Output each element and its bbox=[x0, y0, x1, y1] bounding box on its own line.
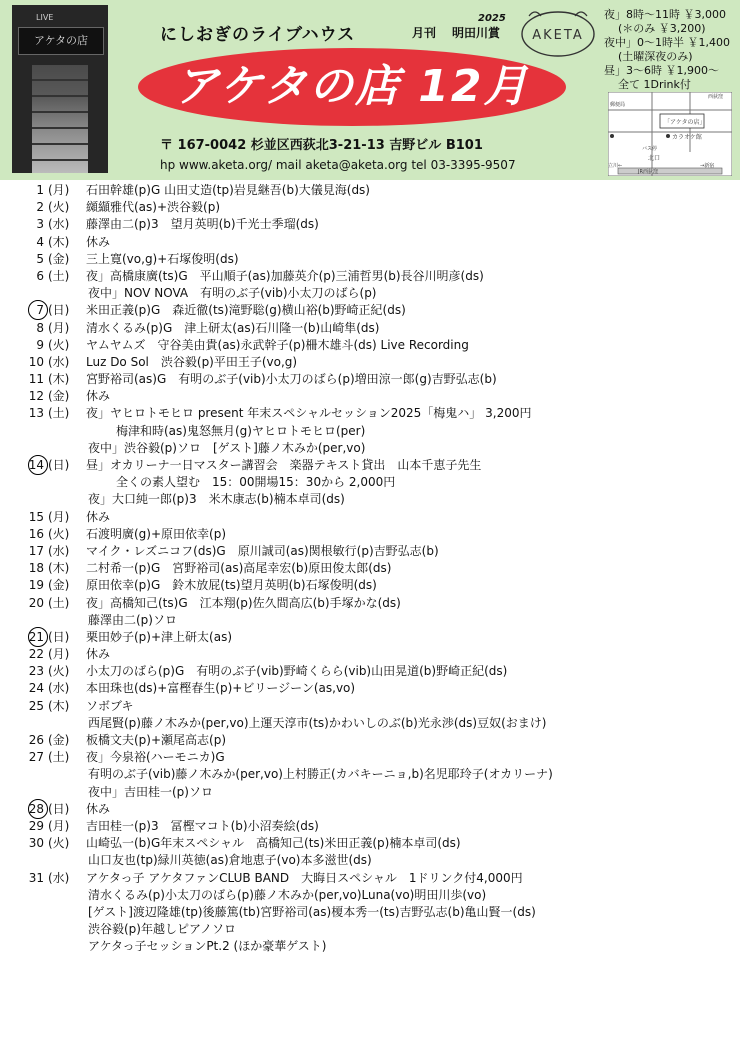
holiday-circle bbox=[28, 455, 48, 475]
schedule-event: 藤澤由二(p)ソロ bbox=[88, 612, 177, 627]
photo-sign: アケタの店 bbox=[18, 27, 104, 55]
schedule-day-number: 14 bbox=[28, 458, 44, 472]
schedule-day bbox=[12, 457, 48, 474]
schedule-event: ソボブキ bbox=[86, 698, 134, 713]
schedule-day bbox=[12, 629, 48, 646]
schedule-weekday: (水) bbox=[48, 217, 70, 232]
schedule-row bbox=[12, 285, 736, 302]
schedule-day bbox=[12, 199, 48, 216]
schedule-day bbox=[12, 595, 48, 612]
schedule-row bbox=[12, 870, 736, 887]
hours-row: 全て 1Drink付 bbox=[618, 78, 691, 91]
schedule-day-number: 8 bbox=[36, 320, 44, 335]
award-label: 明田川賞 bbox=[452, 26, 501, 40]
schedule-weekday: (日) bbox=[48, 801, 70, 816]
schedule-event: 有明のぶ子(vib)藤ノ木みか(per,vo)上村勝正(カバキーニョ,b)名児耶玲子(オカリーナ) bbox=[88, 767, 553, 782]
schedule-day bbox=[12, 320, 48, 337]
schedule-row bbox=[12, 732, 736, 749]
contact-line: hp www.aketa.org/ mail aketa@aketa.org tel 03-3395-9507 bbox=[160, 158, 516, 172]
schedule-day-number: 22 bbox=[28, 647, 44, 662]
access-map bbox=[608, 92, 732, 176]
schedule-weekday: (木) bbox=[48, 372, 70, 387]
schedule-event: 休み bbox=[86, 647, 111, 662]
schedule-weekday: (土) bbox=[48, 750, 70, 765]
schedule-weekday: (水) bbox=[48, 354, 70, 369]
schedule-event: 栗田妙子(p)+津上研太(as) bbox=[86, 629, 233, 644]
schedule-day-number: 13 bbox=[28, 406, 44, 421]
schedule-event: 石渡明廣(g)+原田依幸(p) bbox=[86, 526, 227, 541]
storefront-photo bbox=[12, 5, 108, 173]
schedule-day bbox=[12, 801, 48, 818]
schedule-row bbox=[12, 766, 736, 783]
schedule-weekday: (火) bbox=[48, 836, 70, 851]
schedule-row bbox=[12, 182, 736, 199]
schedule-row bbox=[12, 509, 736, 526]
schedule-day bbox=[12, 234, 48, 251]
schedule-event: 宮野裕司(as)G 有明のぶ子(vib)小太刀のばら(p)増田涼一郎(g)吉野弘志(b) bbox=[86, 372, 497, 387]
schedule-day-number: 18 bbox=[28, 561, 44, 576]
schedule-day bbox=[12, 182, 48, 199]
schedule-day bbox=[12, 337, 48, 354]
schedule-weekday: (月) bbox=[48, 320, 70, 335]
schedule-day bbox=[12, 251, 48, 268]
schedule-row bbox=[12, 835, 736, 852]
schedule-event: 清水くるみ(p)G 津上研太(as)石川隆一(b)山崎隼(ds) bbox=[86, 320, 380, 335]
schedule-row bbox=[12, 715, 736, 732]
schedule-row bbox=[12, 595, 736, 612]
schedule-event: 西尾賢(p)藤ノ木みか(per,vo)上運天淳市(ts)かわいしのぶ(b)光永渉(ds)豆奴(おまけ) bbox=[88, 715, 547, 730]
price-hours-box bbox=[604, 8, 738, 92]
schedule-row bbox=[12, 268, 736, 285]
schedule-event: 夜」高橋康廣(ts)G 平山順子(as)加藤英介(p)三浦哲男(b)長谷川明彦(ds) bbox=[86, 268, 484, 283]
staircase-illustration bbox=[32, 65, 88, 173]
schedule-weekday: (土) bbox=[48, 595, 70, 610]
schedule-event: 板橋文夫(p)+瀬尾高志(p) bbox=[86, 733, 227, 747]
schedule-row bbox=[12, 938, 736, 955]
schedule-weekday: (日) bbox=[48, 458, 70, 472]
schedule-day-number: 12 bbox=[28, 389, 44, 404]
schedule-day bbox=[12, 509, 48, 526]
schedule-row bbox=[12, 749, 736, 766]
schedule-event: 藤澤由二(p)3 望月英明(b)千光士季瑠(ds) bbox=[86, 217, 319, 232]
schedule-event: 石田幹雄(p)G 山田丈造(tp)岩見継吾(b)大儀見海(ds) bbox=[86, 183, 370, 197]
schedule-day-number: 26 bbox=[28, 733, 44, 747]
schedule-day-number: 28 bbox=[28, 801, 44, 816]
hours-row: (土曜深夜のみ) bbox=[618, 50, 693, 63]
schedule-event: 夜」大口純一郎(p)3 米木康志(b)楠本卓司(ds) bbox=[88, 492, 345, 507]
schedule-event: 夜」ヤヒロトモヒロ present 年末スペシャルセッション2025「梅鬼ハ」 3,200円 bbox=[86, 406, 532, 421]
schedule-day bbox=[12, 216, 48, 233]
schedule-weekday: (水) bbox=[48, 681, 70, 696]
map-north-label: 北口 bbox=[648, 155, 661, 162]
holiday-circle bbox=[28, 300, 48, 320]
schedule-row bbox=[12, 474, 736, 491]
schedule-event: 夜」今泉裕(ハーモニカ)G bbox=[86, 750, 225, 765]
schedule-row bbox=[12, 801, 736, 818]
schedule-day-number: 15 bbox=[28, 509, 44, 524]
schedule-day bbox=[12, 749, 48, 766]
schedule-row bbox=[12, 629, 736, 646]
hours-row: 夜中」0～1時半 ￥1,400 bbox=[604, 36, 730, 49]
schedule-day bbox=[12, 698, 48, 715]
map-shinjuku-label: →新宿 bbox=[700, 163, 715, 169]
schedule-row bbox=[12, 302, 736, 319]
monthly-label: 月刊 bbox=[412, 26, 437, 40]
schedule-event: 本田珠也(ds)+富樫春生(p)+ビリージーン(as,vo) bbox=[86, 681, 356, 696]
schedule-weekday: (火) bbox=[48, 664, 70, 679]
schedule-event: 清水くるみ(p)小太刀のばら(p)藤ノ木みか(per,vo)Luna(vo)明田川歩(vo) bbox=[88, 887, 487, 902]
schedule-event: 休み bbox=[86, 801, 111, 816]
schedule-day bbox=[12, 663, 48, 680]
schedule-row bbox=[12, 560, 736, 577]
schedule-row bbox=[12, 388, 736, 405]
schedule-weekday: (日) bbox=[48, 629, 70, 644]
hours-row: 昼」3～6時 ￥1,900～ bbox=[604, 64, 719, 77]
schedule-event: 三上寛(vo,g)+石塚俊明(ds) bbox=[86, 251, 239, 266]
schedule-event: アケタっ子セッションPt.2 (ほか豪華ゲスト) bbox=[88, 939, 327, 954]
schedule-row bbox=[12, 921, 736, 938]
schedule-row bbox=[12, 852, 736, 869]
map-tachikawa-label: 立川← bbox=[608, 163, 623, 169]
schedule-event: Luz Do Sol 渋谷毅(p)平田王子(vo,g) bbox=[86, 354, 298, 369]
schedule-row bbox=[12, 457, 736, 474]
hours-row: (＊のみ ￥3,200) bbox=[618, 22, 706, 35]
schedule-day-number: 1 bbox=[36, 183, 44, 197]
schedule-day-number: 29 bbox=[28, 818, 44, 833]
schedule-day-number: 24 bbox=[28, 681, 44, 696]
schedule-event: 梅津和時(as)鬼怒無月(g)ヤヒロトモヒロ(per) bbox=[116, 423, 366, 438]
logo-text: AKETA bbox=[532, 28, 584, 43]
schedule-day-number: 23 bbox=[28, 664, 44, 679]
schedule-row bbox=[12, 612, 736, 629]
map-shop-label: 「アケタの店」 bbox=[664, 119, 706, 126]
schedule-day bbox=[12, 526, 48, 543]
schedule-day bbox=[12, 405, 48, 422]
schedule-event: 吉田桂一(p)3 冨樫マコト(b)小沼奏絵(ds) bbox=[86, 818, 319, 833]
schedule-day-number: 3 bbox=[36, 217, 44, 232]
award-year: 2025 bbox=[478, 13, 506, 24]
schedule-day-number: 17 bbox=[28, 543, 44, 558]
schedule-weekday: (金) bbox=[48, 733, 70, 747]
schedule-event: 休み bbox=[86, 389, 111, 404]
schedule-row bbox=[12, 526, 736, 543]
map-rail-label: JR西荻窪 bbox=[638, 169, 658, 175]
schedule-row bbox=[12, 216, 736, 233]
schedule-event: 二村希一(p)G 宮野裕司(as)高尾幸宏(b)原田俊太郎(ds) bbox=[86, 561, 392, 576]
schedule-event: 夜中」NOV NOVA 有明のぶ子(vib)小太刀のばら(p) bbox=[88, 286, 377, 301]
schedule-day-number: 9 bbox=[36, 337, 44, 352]
schedule-event: 休み bbox=[86, 509, 111, 524]
schedule-event: 原田依幸(p)G 鈴木放屁(ts)望月英明(b)石塚俊明(ds) bbox=[86, 578, 377, 593]
schedule-day-number: 19 bbox=[28, 578, 44, 593]
schedule-row bbox=[12, 663, 736, 680]
schedule-event: 小太刀のばら(p)G 有明のぶ子(vib)野崎くらら(vib)山田晃道(b)野崎正紀(ds) bbox=[86, 664, 508, 679]
schedule-weekday: (火) bbox=[48, 526, 70, 541]
schedule-weekday: (月) bbox=[48, 509, 70, 524]
schedule-day bbox=[12, 543, 48, 560]
schedule-day-number: 25 bbox=[28, 698, 44, 713]
hours-row: 夜」8時～11時 ￥3,000 bbox=[604, 8, 726, 21]
schedule-row bbox=[12, 680, 736, 697]
schedule-weekday: (木) bbox=[48, 561, 70, 576]
schedule-weekday: (火) bbox=[48, 200, 70, 215]
schedule-day-number: 16 bbox=[28, 526, 44, 541]
schedule-day-number: 31 bbox=[28, 870, 44, 885]
schedule-day-number: 11 bbox=[28, 372, 44, 387]
schedule-row bbox=[12, 371, 736, 388]
schedule-weekday: (水) bbox=[48, 543, 70, 558]
schedule-day-number: 7 bbox=[36, 303, 44, 318]
schedule-day-number: 4 bbox=[36, 234, 44, 249]
schedule-event: ヤムヤムズ 守谷美由貴(as)永武幹子(p)柵木雄斗(ds) Live Recording bbox=[86, 337, 469, 352]
schedule-row bbox=[12, 337, 736, 354]
schedule-weekday: (土) bbox=[48, 268, 70, 283]
schedule-day-number: 2 bbox=[36, 200, 44, 215]
schedule-row bbox=[12, 423, 736, 440]
schedule-row bbox=[12, 251, 736, 268]
schedule-day bbox=[12, 870, 48, 887]
schedule-event: 纐纈雅代(as)+渋谷毅(p) bbox=[86, 200, 221, 215]
schedule-event: 夜」高橋知己(ts)G 江本翔(p)佐久間高広(b)手塚かな(ds) bbox=[86, 595, 401, 610]
schedule-day-number: 30 bbox=[28, 836, 44, 851]
address: 〒 167-0042 杉並区西荻北3-21-13 吉野ビル B101 bbox=[160, 138, 483, 153]
schedule-row bbox=[12, 320, 736, 337]
schedule-event: 渋谷毅(p)年越しピアノソロ bbox=[88, 922, 237, 937]
map-station-label: 西荻窪 bbox=[708, 94, 724, 100]
schedule-row bbox=[12, 234, 736, 251]
schedule-row bbox=[12, 698, 736, 715]
schedule-event: 夜中」渋谷毅(p)ソロ [ゲスト]藤ノ木みか(per,vo) bbox=[88, 440, 366, 455]
schedule-event: 昼」オカリーナ一日マスター講習会 楽器テキスト貸出 山本千恵子先生 bbox=[86, 458, 482, 472]
schedule-event: 米田正義(p)G 森近徹(ts)滝野聡(g)横山裕(b)野崎正紀(ds) bbox=[86, 303, 406, 318]
schedule-day bbox=[12, 732, 48, 749]
schedule-weekday: (金) bbox=[48, 578, 70, 593]
schedule-row bbox=[12, 543, 736, 560]
map-karaoke-label: カラオケ館 bbox=[672, 134, 702, 141]
schedule-day bbox=[12, 302, 48, 319]
schedule-row bbox=[12, 887, 736, 904]
schedule-weekday: (日) bbox=[48, 303, 70, 318]
photo-live-label: LIVE bbox=[36, 13, 54, 22]
schedule-day bbox=[12, 371, 48, 388]
schedule-day-number: 6 bbox=[36, 268, 44, 283]
schedule-weekday: (金) bbox=[48, 251, 70, 266]
schedule-event: マイク・レズニコフ(ds)G 原川誠司(as)関根敏行(p)吉野弘志(b) bbox=[86, 543, 439, 558]
schedule-row bbox=[12, 440, 736, 457]
schedule-row bbox=[12, 199, 736, 216]
holiday-circle bbox=[28, 627, 48, 647]
schedule-day bbox=[12, 388, 48, 405]
schedule-day-number: 21 bbox=[28, 629, 44, 644]
schedule-row bbox=[12, 904, 736, 921]
schedule-event: 山崎弘一(b)G年末スペシャル 高橋知己(ts)米田正義(p)楠本卓司(ds) bbox=[86, 836, 461, 851]
schedule-day-number: 5 bbox=[36, 251, 44, 266]
schedule-weekday: (木) bbox=[48, 698, 70, 713]
schedule-row bbox=[12, 354, 736, 371]
schedule-row bbox=[12, 646, 736, 663]
map-bus-label: バス停 bbox=[642, 146, 658, 152]
schedule-day-number: 10 bbox=[28, 354, 44, 369]
tagline: にしおぎのライブハウス bbox=[160, 25, 356, 45]
schedule-event: 全くの素人望む 15：00開場15：30から 2,000円 bbox=[116, 475, 396, 490]
schedule-day bbox=[12, 268, 48, 285]
page-title: アケタの店 12月 bbox=[174, 61, 530, 112]
schedule-row bbox=[12, 818, 736, 835]
schedule-day-number: 27 bbox=[28, 750, 44, 765]
schedule-weekday: (月) bbox=[48, 818, 70, 833]
schedule-weekday: (金) bbox=[48, 389, 70, 404]
schedule-weekday: (木) bbox=[48, 234, 70, 249]
schedule-day-number: 20 bbox=[28, 595, 44, 610]
schedule-event: 休み bbox=[86, 234, 111, 249]
schedule-event: 山口友也(tp)緑川英徳(as)倉地恵子(vo)本多滋世(ds) bbox=[88, 853, 372, 868]
schedule-event: [ゲスト]渡辺隆雄(tp)後藤篤(tb)宮野裕司(as)榎本秀一(ts)吉野弘志(b)亀山賢一(ds) bbox=[88, 904, 536, 919]
schedule-row bbox=[12, 491, 736, 508]
header-band bbox=[0, 0, 740, 180]
schedule-day bbox=[12, 680, 48, 697]
schedule-day bbox=[12, 835, 48, 852]
schedule-event: 夜中」吉田桂一(p)ソロ bbox=[88, 784, 213, 799]
schedule-row bbox=[12, 577, 736, 594]
schedule-day bbox=[12, 577, 48, 594]
schedule-event: アケタっ子 アケタファンCLUB BAND 大晦日スペシャル 1ドリンク付4,000円 bbox=[86, 870, 523, 885]
schedule-row bbox=[12, 784, 736, 801]
map-post-label: 郵便局 bbox=[610, 102, 626, 108]
schedule-weekday: (月) bbox=[48, 647, 70, 662]
holiday-circle bbox=[28, 799, 48, 819]
schedule-day bbox=[12, 560, 48, 577]
schedule-day bbox=[12, 818, 48, 835]
schedule-weekday: (月) bbox=[48, 183, 70, 197]
schedule-row bbox=[12, 405, 736, 422]
schedule-weekday: (土) bbox=[48, 406, 70, 421]
schedule-weekday: (火) bbox=[48, 337, 70, 352]
schedule-day bbox=[12, 646, 48, 663]
schedule-weekday: (水) bbox=[48, 870, 70, 885]
schedule-list bbox=[12, 182, 736, 955]
schedule-day bbox=[12, 354, 48, 371]
